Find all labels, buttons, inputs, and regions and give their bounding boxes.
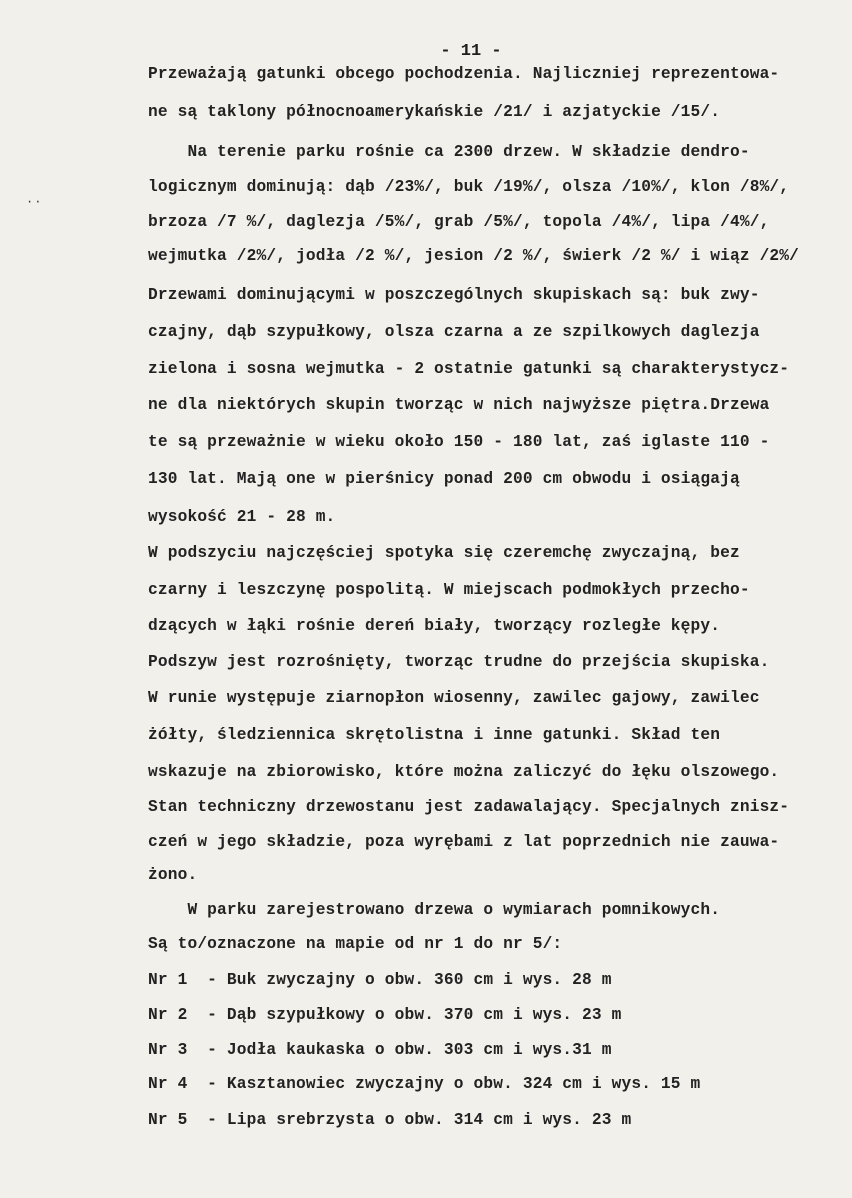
text-line: Nr 4 - Kasztanowiec zwyczajny o obw. 324 cm i wys. 15 m	[148, 1075, 701, 1093]
text-line: Nr 3 - Jodła kaukaska o obw. 303 cm i wys.31 m	[148, 1041, 612, 1059]
text-line: 130 lat. Mają one w pierśnicy ponad 200 cm obwodu i osiągają	[148, 470, 740, 488]
text-line: dzących w łąki rośnie dereń biały, tworzący rozległe kępy.	[148, 617, 721, 635]
text-line: Nr 2 - Dąb szypułkowy o obw. 370 cm i wys. 23 m	[148, 1006, 622, 1024]
text-line: ne dla niektórych skupin tworząc w nich najwyższe piętra.Drzewa	[148, 396, 770, 414]
text-line: żółty, śledziennica skrętolistna i inne gatunki. Skład ten	[148, 726, 721, 744]
text-line: Podszyw jest rozrośnięty, tworząc trudne do przejścia skupiska.	[148, 653, 770, 671]
text-line: Na terenie parku rośnie ca 2300 drzew. W składzie dendro-	[148, 143, 750, 161]
text-line: żono.	[148, 866, 198, 884]
text-line: zielona i sosna wejmutka - 2 ostatnie gatunki są charakterystycz-	[148, 360, 790, 378]
text-line: czajny, dąb szypułkowy, olsza czarna a ze szpilkowych daglezja	[148, 323, 760, 341]
text-line: W parku zarejestrowano drzewa o wymiarach pomnikowych.	[148, 901, 721, 919]
text-line: Nr 1 - Buk zwyczajny o obw. 360 cm i wys. 28 m	[148, 971, 612, 989]
text-line: Przeważają gatunki obcego pochodzenia. Najliczniej reprezentowa-	[148, 65, 780, 83]
margin-mark: ··	[26, 195, 43, 209]
text-line: czeń w jego składzie, poza wyrębami z lat poprzednich nie zauwa-	[148, 833, 780, 851]
text-line: Stan techniczny drzewostanu jest zadawalający. Specjalnych znisz-	[148, 798, 790, 816]
text-line: logicznym dominują: dąb /23%/, buk /19%/, olsza /10%/, klon /8%/,	[148, 178, 790, 196]
text-line: wysokość 21 - 28 m.	[148, 508, 336, 526]
text-line: Są to/oznaczone na mapie od nr 1 do nr 5/:	[148, 935, 563, 953]
text-line: W runie występuje ziarnopłon wiosenny, zawilec gajowy, zawilec	[148, 689, 760, 707]
text-line: wejmutka /2%/, jodła /2 %/, jesion /2 %/, świerk /2 %/ i wiąz /2%/	[148, 247, 800, 265]
text-line: W podszyciu najczęściej spotyka się czeremchę zwyczajną, bez	[148, 544, 740, 562]
page-number: - 11 -	[440, 42, 502, 61]
text-line: wskazuje na zbiorowisko, które można zaliczyć do łęku olszowego.	[148, 763, 780, 781]
text-line: Drzewami dominującymi w poszczególnych skupiskach są: buk zwy-	[148, 286, 760, 304]
text-line: ne są taklony północnoamerykańskie /21/ i azjatyckie /15/.	[148, 103, 721, 121]
text-line: te są przeważnie w wieku około 150 - 180 lat, zaś iglaste 110 -	[148, 433, 770, 451]
text-line: Nr 5 - Lipa srebrzysta o obw. 314 cm i wys. 23 m	[148, 1111, 632, 1129]
text-line: brzoza /7 %/, daglezja /5%/, grab /5%/, topola /4%/, lipa /4%/,	[148, 213, 770, 231]
text-line: czarny i leszczynę pospolitą. W miejscach podmokłych przecho-	[148, 581, 750, 599]
